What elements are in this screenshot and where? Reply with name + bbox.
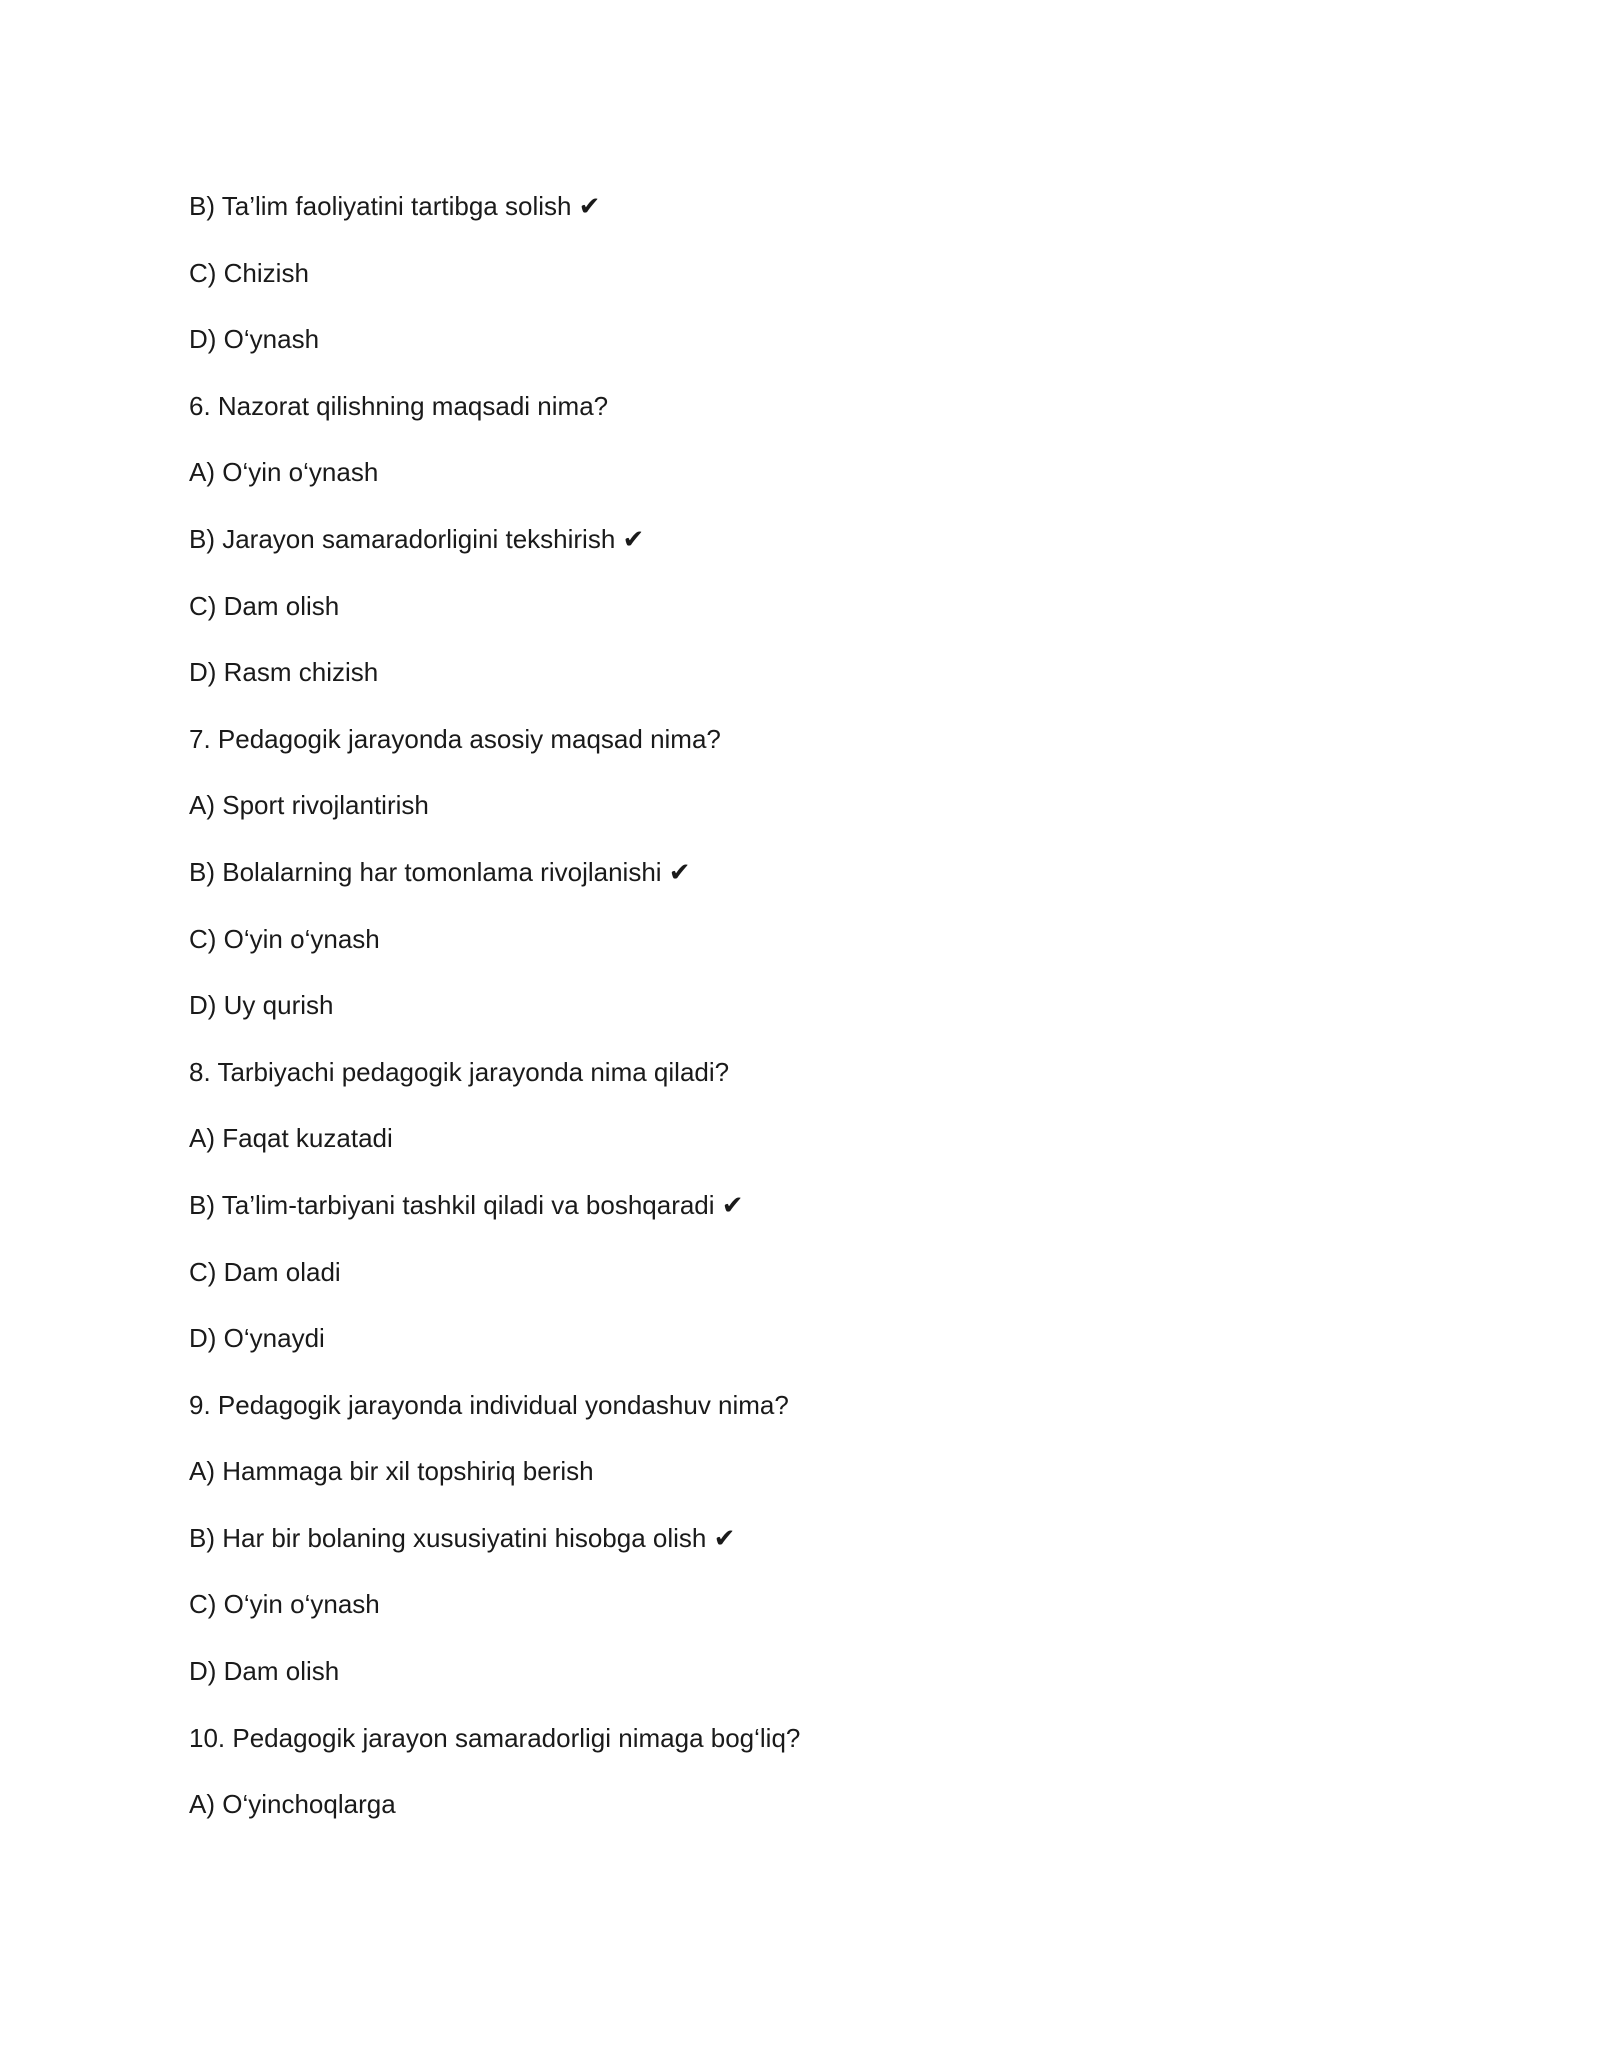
answer-option: A) O‘yinchoqlarga [189,1789,396,1820]
answer-option: D) Uy qurish [189,990,334,1021]
question-text: 8. Tarbiyachi pedagogik jarayonda nima qiladi? [189,1056,730,1087]
answer-option: C) Dam oladi [189,1256,341,1287]
answer-option: B) Har bir bolaning xususiyatini hisobga olish ✔ [189,1522,736,1553]
question-text: 9. Pedagogik jarayonda individual yondashuv nima? [189,1389,789,1420]
question-text: 7. Pedagogik jarayonda asosiy maqsad nima? [189,723,721,754]
answer-option: A) Sport rivojlantirish [189,790,429,821]
answer-option: A) Faqat kuzatadi [189,1123,393,1154]
answer-option: B) Bolalarning har tomonlama rivojlanishi ✔ [189,856,691,887]
answer-option: C) Chizish [189,257,309,288]
document-body [189,188,1439,1853]
question-text: 6. Nazorat qilishning maqsadi nima? [189,390,609,421]
question-text: 10. Pedagogik jarayon samaradorligi nimaga bog‘liq? [189,1722,801,1753]
answer-option: D) Rasm chizish [189,657,379,688]
answer-option: C) Dam olish [189,590,340,621]
answer-option: B) Ta’lim faoliyatini tartibga solish ✔ [189,191,601,221]
answer-option: A) Hammaga bir xil topshiriq berish [189,1456,594,1487]
answer-option: C) O‘yin o‘ynash [189,923,380,954]
answer-option: B) Jarayon samaradorligini tekshirish ✔ [189,523,645,554]
answer-option: D) O‘ynaydi [189,1323,325,1354]
answer-option: D) O‘ynash [189,324,320,355]
answer-option: B) Ta’lim-tarbiyani tashkil qiladi va boshqaradi ✔ [189,1189,744,1220]
answer-option: A) O‘yin o‘ynash [189,457,379,488]
answer-option: C) O‘yin o‘ynash [189,1589,380,1620]
answer-option: D) Dam olish [189,1656,340,1687]
